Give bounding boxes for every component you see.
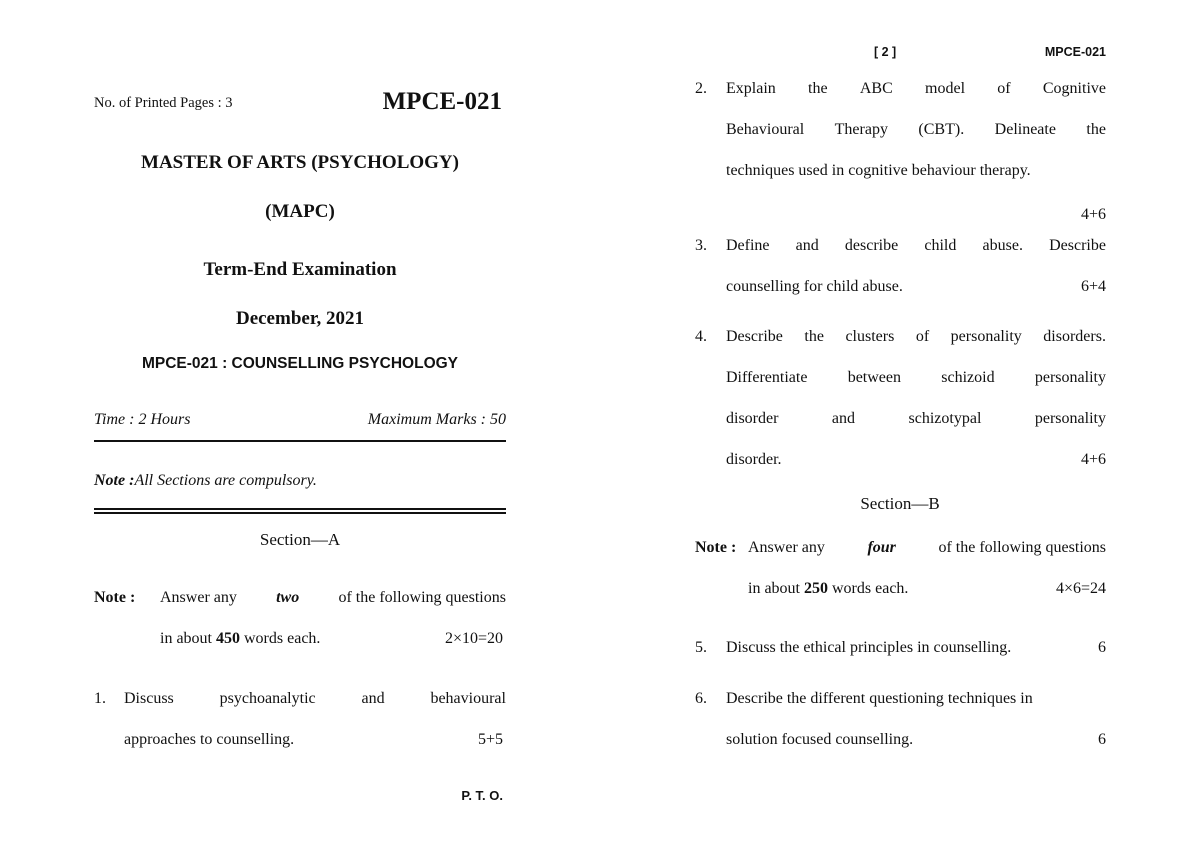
question-2-line3: techniques used in cognitive behaviour therapy. xyxy=(726,162,1031,179)
word: Behavioural xyxy=(726,121,805,138)
section-b-note-label: Note : xyxy=(695,539,737,556)
word: Describe xyxy=(726,328,783,345)
word: (CBT). xyxy=(918,121,965,138)
double-rule-top xyxy=(94,508,506,510)
exam-title: Term-End Examination xyxy=(203,259,397,280)
question-1-line2: approaches to counselling. xyxy=(124,731,295,748)
word: model xyxy=(925,80,966,97)
word: personality xyxy=(1034,369,1106,386)
running-header-code: MPCE-021 xyxy=(1044,45,1106,59)
word: Therapy xyxy=(834,121,888,138)
left-page-header xyxy=(94,90,506,118)
word: ABC xyxy=(859,80,893,97)
question-6-line2: solution focused counselling. xyxy=(726,731,914,748)
word: between xyxy=(847,369,902,386)
question-1-line1 xyxy=(124,690,506,708)
word: disorder xyxy=(726,410,779,427)
word: child xyxy=(924,237,957,254)
paper-code-title: MPCE-021 xyxy=(382,88,502,115)
word: and xyxy=(361,690,385,707)
word: of xyxy=(915,328,930,345)
word: the xyxy=(1086,121,1106,138)
section-a-note-line1 xyxy=(160,589,506,607)
word: schizoid xyxy=(941,369,995,386)
note-emphasis: two xyxy=(276,589,300,606)
note-text-part: Answer any xyxy=(160,589,237,606)
maximum-marks: Maximum Marks : 50 xyxy=(367,411,506,428)
page-number: [ 2 ] xyxy=(874,45,897,59)
word: describe xyxy=(844,237,899,254)
note-text-part: of the following questions xyxy=(338,589,506,606)
question-number: 2. xyxy=(695,80,707,97)
question-number: 4. xyxy=(695,328,707,345)
course-title: MPCE-021 : COUNSELLING PSYCHOLOGY xyxy=(141,355,459,372)
exam-date: December, 2021 xyxy=(235,308,365,329)
word: behavioural xyxy=(430,690,506,707)
double-rule-bottom xyxy=(94,512,506,514)
word: personality xyxy=(1034,410,1106,427)
note-text: All Sections are compulsory. xyxy=(134,472,317,489)
word: and xyxy=(795,237,819,254)
programme-abbr: (MAPC) xyxy=(265,201,335,222)
section-b-heading: Section—B xyxy=(860,494,940,513)
question-5-marks: 6 xyxy=(1098,639,1106,656)
question-1-marks: 5+5 xyxy=(477,731,503,748)
question-2-marks: 4+6 xyxy=(1080,206,1106,223)
question-6-marks: 6 xyxy=(1098,731,1106,748)
note-text-part: Answer any xyxy=(748,539,825,556)
word: disorders. xyxy=(1043,328,1106,345)
question-3-line2: counselling for child abuse. xyxy=(726,278,903,295)
word: Delineate xyxy=(994,121,1056,138)
note-text-part: words each. xyxy=(244,630,321,647)
degree-title: MASTER OF ARTS (PSYCHOLOGY) xyxy=(141,152,459,173)
note-emphasis: four xyxy=(867,539,896,556)
note-label: Note : xyxy=(94,472,135,489)
time-marks-row xyxy=(94,411,506,429)
word-count: 450 xyxy=(216,630,240,647)
time-allowed: Time : 2 Hours xyxy=(94,411,191,428)
question-4-line2 xyxy=(726,369,1106,387)
word: Explain xyxy=(726,80,776,97)
section-b-marks: 4×6=24 xyxy=(1055,580,1106,597)
question-3-line1 xyxy=(726,237,1106,255)
note-text-part: words each. xyxy=(832,580,909,597)
note-text-part: in about xyxy=(160,630,212,647)
word: personality xyxy=(950,328,1022,345)
section-a-marks: 2×10=20 xyxy=(444,630,503,647)
word: Describe xyxy=(1049,237,1106,254)
word: clusters xyxy=(845,328,895,345)
divider-line xyxy=(94,440,506,442)
section-a-heading: Section—A xyxy=(259,530,341,549)
question-4-marks: 4+6 xyxy=(1080,451,1106,468)
word: Differentiate xyxy=(726,369,808,386)
note-text-part: of the following questions xyxy=(938,539,1106,556)
question-2-line1 xyxy=(726,80,1106,98)
section-b-note-line1 xyxy=(748,539,1106,557)
note-text-part: in about xyxy=(748,580,800,597)
word: Discuss xyxy=(124,690,174,707)
question-4-line1 xyxy=(726,328,1106,346)
word: abuse. xyxy=(982,237,1023,254)
question-2-line2 xyxy=(726,121,1106,139)
word-count: 250 xyxy=(804,580,828,597)
general-note xyxy=(94,472,506,490)
word: the xyxy=(804,328,824,345)
pto-text: P. T. O. xyxy=(461,788,503,803)
question-number: 6. xyxy=(695,690,707,707)
word: of xyxy=(997,80,1011,97)
printed-pages-text: No. of Printed Pages : 3 xyxy=(94,95,233,111)
word: the xyxy=(808,80,828,97)
word: Cognitive xyxy=(1042,80,1106,97)
question-4-line3 xyxy=(726,410,1106,428)
word: schizotypal xyxy=(908,410,982,427)
question-5-text: Discuss the ethical principles in counselling. xyxy=(726,639,1012,656)
section-b-note-line2 xyxy=(748,580,908,598)
word: and xyxy=(831,410,856,427)
question-4-line4: disorder. xyxy=(726,451,782,468)
question-number: 3. xyxy=(695,237,707,254)
section-a-note-line2 xyxy=(160,630,320,648)
question-number: 5. xyxy=(695,639,707,656)
section-a-note-label: Note : xyxy=(94,589,136,606)
question-3-marks: 6+4 xyxy=(1080,278,1106,295)
question-number: 1. xyxy=(94,690,106,707)
word: psychoanalytic xyxy=(219,690,316,707)
word: Define xyxy=(726,237,770,254)
question-6-line1: Describe the different questioning techniques in xyxy=(726,690,1033,707)
